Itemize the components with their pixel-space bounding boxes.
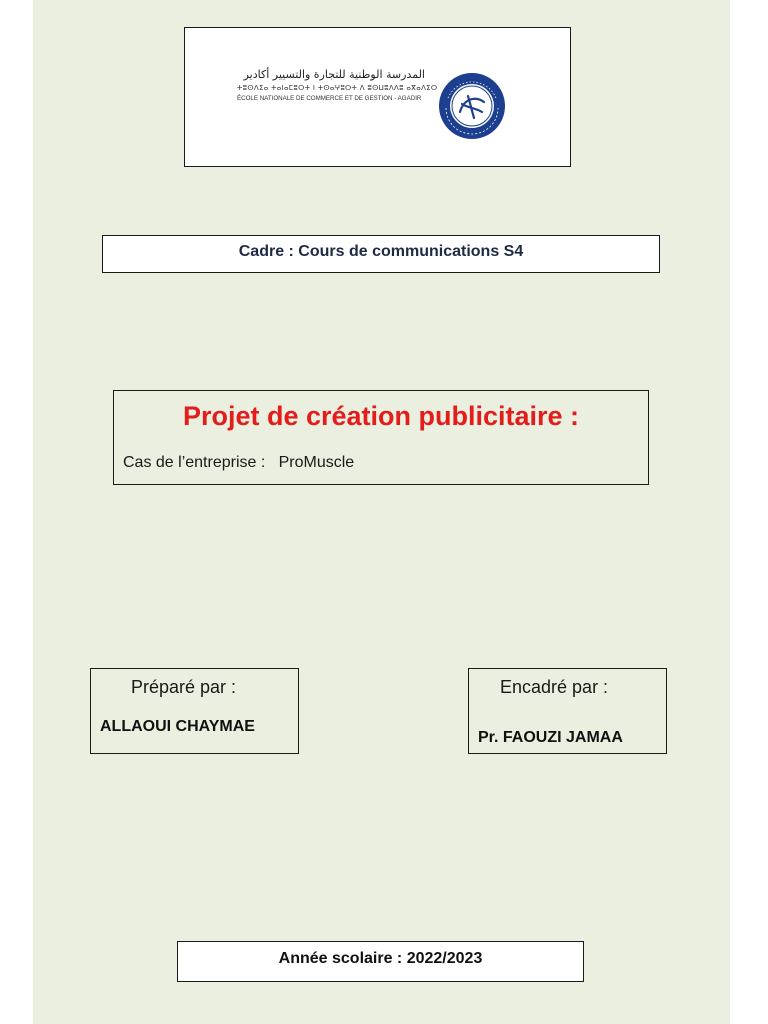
- logo-frame: [184, 27, 571, 167]
- supervised-by-box: [468, 668, 667, 754]
- cadre-text: Cadre : Cours de communications S4: [238, 243, 524, 260]
- supervisor-name: Pr. FAOUZI JAMAA: [478, 729, 623, 746]
- logo-arabic-text: المدرسة الوطنية للتجارة والتسيير أكادير: [243, 68, 425, 81]
- cadre-box: [102, 235, 660, 273]
- prepared-by-name: ALLAOUI CHAYMAE: [100, 718, 255, 735]
- supervised-by-label: Encadré par :: [500, 677, 609, 697]
- project-title: Projet de création publicitaire :: [182, 401, 580, 431]
- prepared-by-label: Préparé par :: [131, 677, 237, 697]
- logo-school-name: ÉCOLE NATIONALE DE COMMERCE ET DE GESTION - AGADIR: [237, 95, 422, 102]
- university-seal-icon: [434, 68, 510, 144]
- school-year-box: [177, 941, 584, 982]
- school-year-text: Année scolaire : 2022/2023: [278, 950, 483, 967]
- logo-tifinagh-text: ⵜⵓⵙⴷⵉⴰ ⵜⴰⵏⴰⵎⵓⵔⵜ ⵏ ⵜⵙⴰⵖⵓⵔⵜ ⴷ ⵓⵙⵡⵓⴷⴷⵓ ⴰⴳⴰⴷⵉⵔ: [237, 84, 438, 92]
- document-page: [33, 0, 730, 1024]
- school-logo: [237, 68, 517, 134]
- prepared-by-box: [90, 668, 299, 754]
- project-box: [113, 390, 649, 485]
- company-case-text: Cas de l’entreprise : ProMuscle: [123, 454, 355, 471]
